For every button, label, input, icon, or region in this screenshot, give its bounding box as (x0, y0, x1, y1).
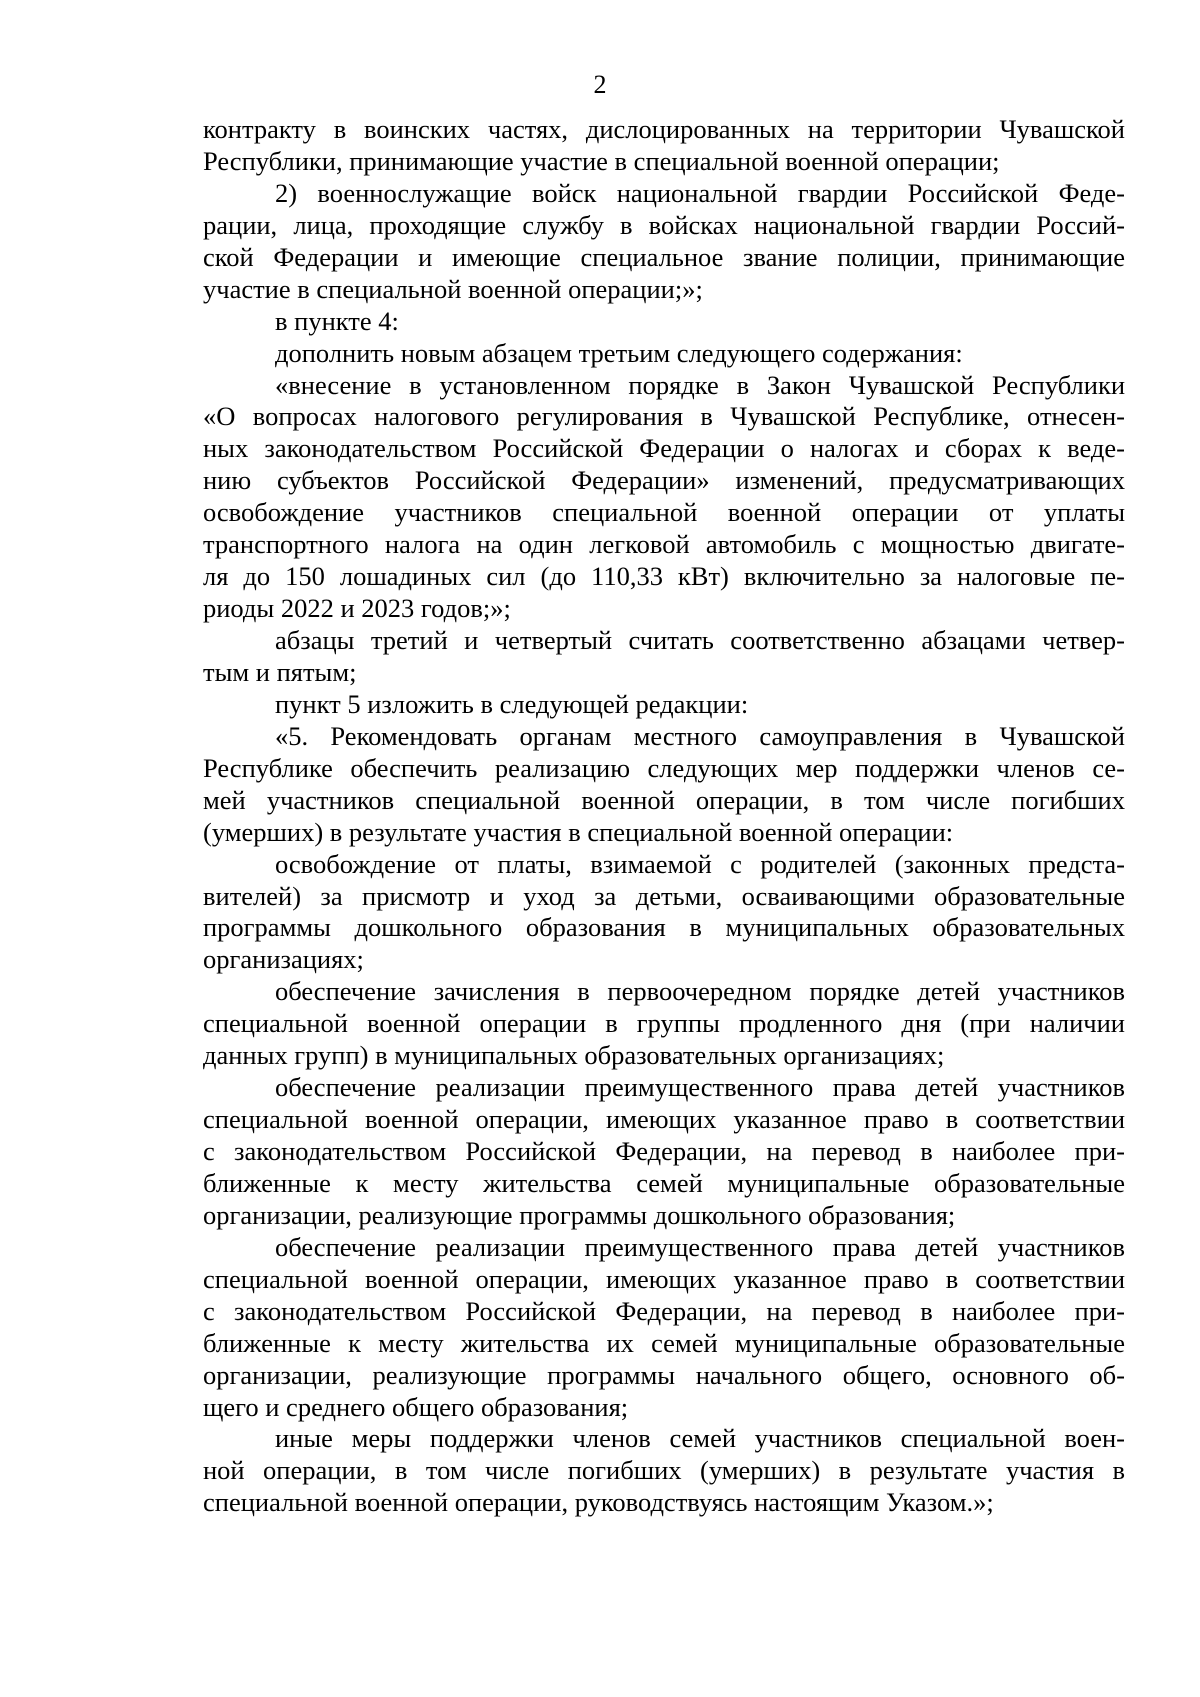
paragraph (203, 114, 1125, 178)
text-line: нию субъектов Российской Федерации» изменений, предусматривающих (203, 465, 1125, 496)
text-line: ля до 150 лошадиных сил (до 110,33 кВт) включительно за налоговые пе- (203, 561, 1125, 592)
text-line: с законодательством Российской Федерации, на перевод в наиболее при- (203, 1136, 1125, 1166)
page-number: 2 (593, 70, 607, 99)
paragraph (203, 625, 1125, 689)
paragraph (203, 1072, 1125, 1232)
text-line: риоды 2022 и 2023 годов;»; (203, 593, 511, 624)
text-line: освобождение участников специальной военной операции от уплаты (203, 497, 1125, 528)
text-line: ной операции, в том числе погибших (умерших) в результате участия в (203, 1455, 1125, 1486)
text-line: (умерших) в результате участия в специальной военной операции: (203, 816, 954, 847)
text-line: пункт 5 изложить в следующей редакции: (275, 688, 749, 719)
text-line: обеспечение реализации преимущественного права детей участников (275, 1072, 1125, 1103)
paragraph (203, 370, 1125, 626)
text-line: обеспечение реализации преимущественного права детей участников (275, 1231, 1125, 1262)
text-line: дополнить новым абзацем третьим следующего содержания: (275, 337, 963, 368)
text-line: специальной военной операции, руководствуясь настоящим Указом.»; (203, 1487, 994, 1518)
text-line: организации, реализующие программы начального общего, основного об- (203, 1359, 1125, 1390)
text-line: мей участников специальной военной операции, в том числе погибших (203, 784, 1125, 815)
text-line: освобождение от платы, взимаемой с родителей (законных предста- (275, 848, 1125, 879)
paragraph (203, 1232, 1125, 1424)
text-line: ближенные к месту жительства семей муниципальные образовательные (203, 1167, 1125, 1198)
text-line: иные меры поддержки членов семей участников специальной воен- (275, 1423, 1125, 1454)
paragraph (203, 306, 1125, 338)
text-line: «внесение в установленном порядке в Закон Чувашской Республики (275, 369, 1125, 400)
paragraph (203, 721, 1125, 849)
paragraph (203, 1423, 1125, 1519)
text-line: специальной военной операции в группы продленного дня (при наличии (203, 1008, 1125, 1039)
document-body (203, 114, 1125, 1519)
text-line: контракту в воинских частях, дислоцированных на территории Чувашской (203, 114, 1125, 144)
text-line: «О вопросах налогового регулирования в Чувашской Республике, отнесен- (203, 401, 1125, 432)
text-line: организации, реализующие программы дошкольного образования; (203, 1199, 956, 1230)
text-line: вителей) за присмотр и уход за детьми, осваивающими образовательные (203, 880, 1125, 911)
paragraph (203, 976, 1125, 1072)
text-line: Республики, принимающие участие в специальной военной операции; (203, 145, 1000, 176)
text-line: организациях; (203, 944, 364, 975)
paragraph (203, 178, 1125, 306)
text-line: 2) военнослужащие войск национальной гвардии Российской Феде- (275, 177, 1125, 208)
paragraph (203, 849, 1125, 977)
text-line: специальной военной операции, имеющих указанное право в соответствии (203, 1104, 1125, 1135)
text-line: в пункте 4: (275, 305, 399, 336)
text-line: с законодательством Российской Федерации, на перевод в наиболее при- (203, 1295, 1125, 1326)
text-line: специальной военной операции, имеющих указанное право в соответствии (203, 1263, 1125, 1294)
text-line: программы дошкольного образования в муниципальных образовательных (203, 912, 1125, 943)
text-line: обеспечение зачисления в первоочередном порядке детей участников (275, 976, 1125, 1007)
text-line: ближенные к месту жительства их семей муниципальные образовательные (203, 1327, 1125, 1358)
text-line: щего и среднего общего образования; (203, 1391, 629, 1422)
text-line: ных законодательством Российской Федерации о налогах и сборах к веде- (203, 433, 1125, 464)
text-line: данных групп) в муниципальных образовательных организациях; (203, 1040, 945, 1071)
text-line: абзацы третий и четвертый считать соответственно абзацами четвер- (275, 625, 1125, 655)
text-line: рации, лица, проходящие службу в войсках национальной гвардии Россий- (203, 209, 1125, 240)
text-line: Республике обеспечить реализацию следующих мер поддержки членов се- (203, 752, 1125, 783)
paragraph (203, 338, 1125, 370)
text-line: тым и пятым; (203, 656, 357, 687)
text-line: транспортного налога на один легковой автомобиль с мощностью двигате- (203, 529, 1125, 560)
text-line: «5. Рекомендовать органам местного самоуправления в Чувашской (275, 720, 1125, 751)
text-line: ской Федерации и имеющие специальное звание полиции, принимающие (203, 241, 1125, 272)
text-line: участие в специальной военной операции;»; (203, 273, 703, 304)
paragraph (203, 689, 1125, 721)
